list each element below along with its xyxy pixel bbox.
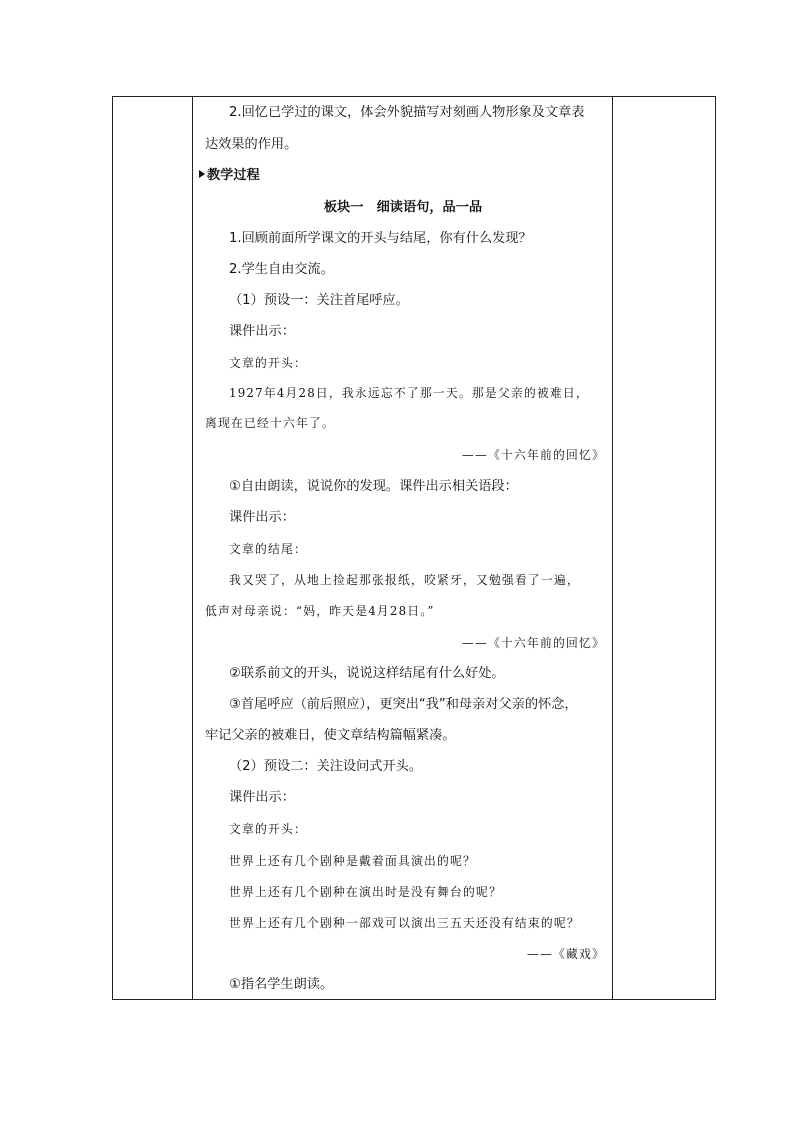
conclusion-line-1: ③首尾呼应（前后照应），更突出“我”和母亲对父亲的怀念， <box>229 697 578 712</box>
section-heading-teaching-process: 教学过程 <box>199 168 260 184</box>
objective-2-line-1: 2.回忆已学过的课文，体会外貌描写对刻画人物形象及文章表 <box>229 105 585 120</box>
question-line-3: 世界上还有几个剧种一部戏可以演出三五天还没有结束的呢？ <box>229 916 580 930</box>
reading-task-3: ①指名学生朗读。 <box>229 977 334 992</box>
step-1: 1.回顾前面所学课文的开头与结尾，你有什么发现？ <box>229 231 532 246</box>
preset-1: （1）预设一：关注首尾呼应。 <box>229 293 409 308</box>
objective-2-line-2: 达效果的作用。 <box>205 137 298 152</box>
reading-task-2: ②联系前文的开头，说说这样结尾有什么好处。 <box>229 666 505 681</box>
opening-label-2: 文章的开头： <box>229 822 307 836</box>
courseware-label-2: 课件出示： <box>229 510 295 525</box>
preset-2: （2）预设二：关注设问式开头。 <box>229 759 423 774</box>
triangle-bullet-icon <box>199 170 205 178</box>
quote-source-1: ——《十六年前的回忆》 <box>462 448 605 462</box>
quote-ending-line-1: 我又哭了，从地上捡起那张报纸，咬紧牙，又勉强看了一遍， <box>229 573 580 587</box>
conclusion-line-2: 牢记父亲的被难日，使文章结构篇幅紧凑。 <box>205 728 456 743</box>
lesson-content <box>193 97 613 999</box>
quote-opening-line-2: 离现在已经十六年了。 <box>205 416 335 430</box>
question-line-2: 世界上还有几个剧种在演出时是没有舞台的呢？ <box>229 885 502 899</box>
quote-ending-line-2: 低声对母亲说：“妈，昨天是4月28日。” <box>205 604 435 618</box>
reading-task-1: ①自由朗读，说说你的发现。课件出示相关语段： <box>229 479 518 494</box>
quote-source-3: ——《藏戏》 <box>527 947 605 961</box>
quote-source-2: ——《十六年前的回忆》 <box>462 636 605 650</box>
opening-label-1: 文章的开头： <box>229 356 307 370</box>
courseware-label-1: 课件出示： <box>229 324 295 339</box>
section-title-block-one: 板块一 细读语句，品一品 <box>323 200 483 215</box>
question-line-1: 世界上还有几个剧种是戴着面具演出的呢？ <box>229 854 476 868</box>
ending-label: 文章的结尾： <box>229 542 307 556</box>
step-2: 2.学生自由交流。 <box>229 262 334 277</box>
lesson-plan-table <box>112 96 716 1000</box>
courseware-label-3: 课件出示： <box>229 790 295 805</box>
quote-opening-line-1: 1927年4月28日，我永远忘不了那一天。那是父亲的被难日， <box>229 386 589 400</box>
